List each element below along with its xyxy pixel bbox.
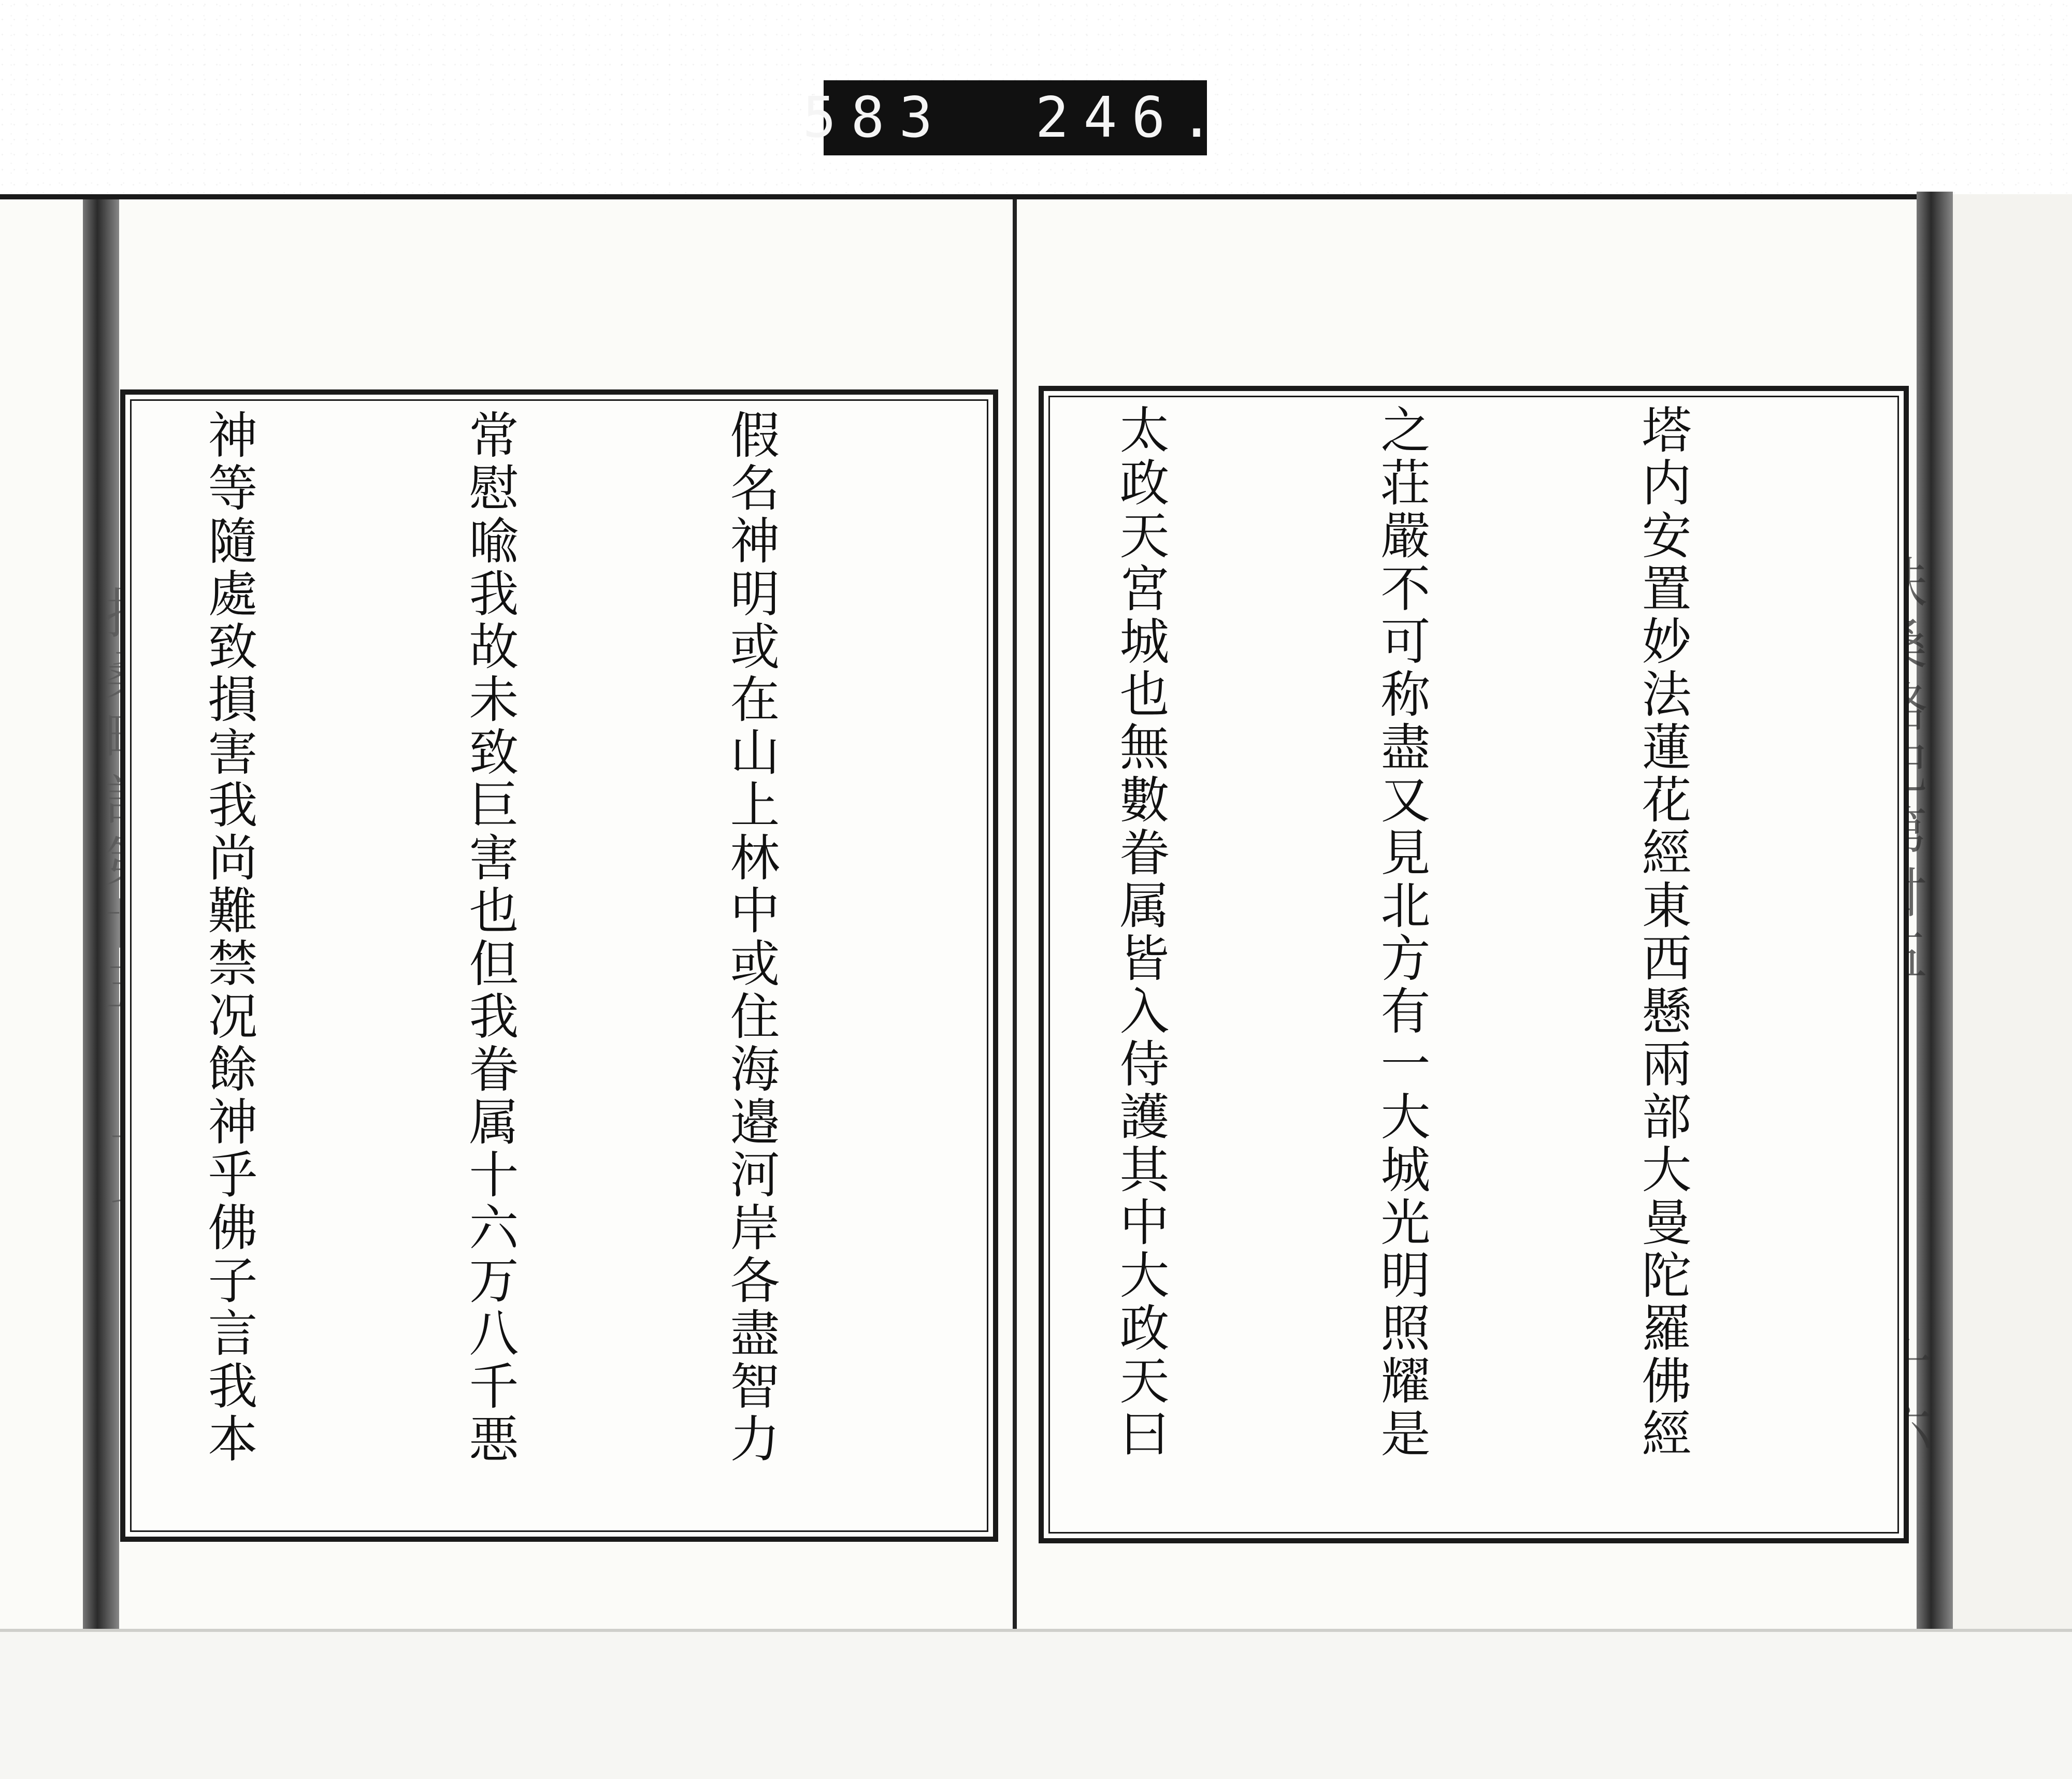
right-line-3: 太政天宮城也無數眷属皆入侍護其中大政天曰 (1112, 404, 1170, 1460)
center-fold (1013, 199, 1017, 1631)
right-line-2: 之荘嚴不可称盡又見北方有一大城光明照耀是 (1373, 404, 1431, 1460)
right-text-body (1067, 404, 1880, 1528)
left-line-2: 常慰喩我故未致巨害也但我眷属十六万八千悪 (461, 409, 519, 1466)
left-text-body (150, 409, 969, 1528)
left-line-3: 神等隨處致損害我尚難禁况餘神乎佛子言我本 (200, 409, 258, 1466)
right-outer-margin (1953, 194, 2072, 1631)
top-rule (0, 194, 2072, 199)
reel-number: 583 (802, 85, 947, 150)
bottom-margin (0, 1631, 2072, 1779)
left-line-1: 假名神明或在山上林中或住海邉河岸各盡智力 (722, 409, 780, 1466)
right-line-1: 塔内安置妙法蓮花經東西懸兩部大曼陀羅佛經 (1634, 404, 1692, 1460)
bottom-rule (0, 1629, 2072, 1632)
page-number-label (802, 80, 1228, 155)
frame-number: 246. (1035, 85, 1228, 150)
